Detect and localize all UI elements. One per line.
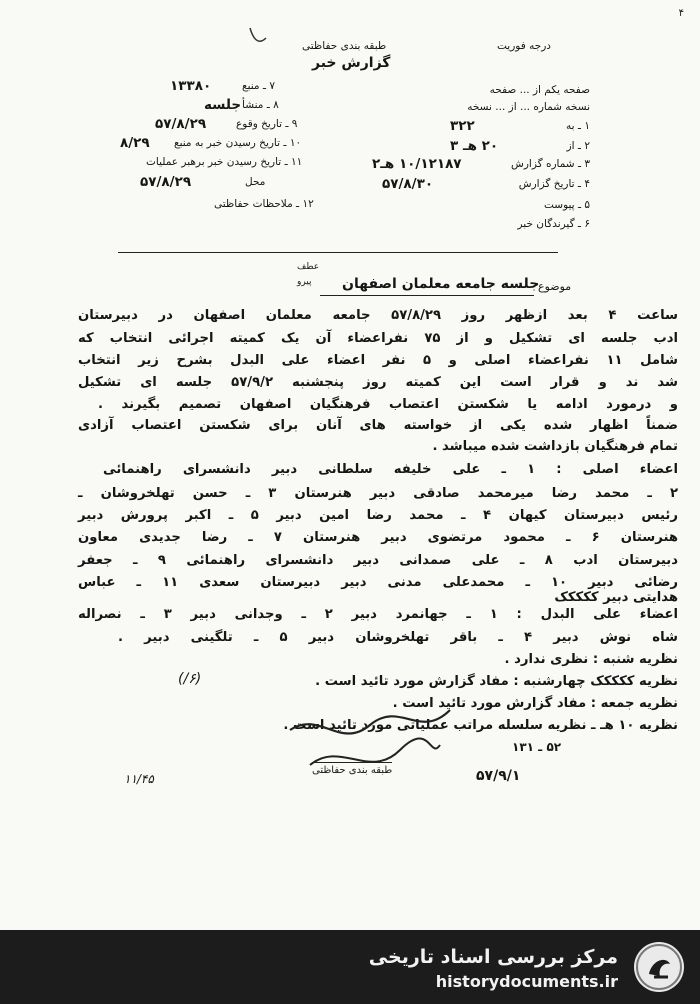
field-source-received-value: ۸/۲۹ <box>120 135 150 151</box>
stamp-date: ۵۷/۹/۱ <box>476 768 521 784</box>
stamp-classification: طبقه بندی حفاظتی <box>312 762 392 776</box>
subject-label: موضوع <box>538 280 572 293</box>
field-origin-label: ۸ ـ منشأ <box>242 99 279 111</box>
field-ops-received-label: ۱۱ ـ تاریخ رسیدن خبر برهبر عملیات <box>146 156 303 168</box>
body-line: نظریه جمعه : مفاد گزارش مورد تائید است . <box>392 696 678 711</box>
body-line: اعضاء اصلی : ۱ ـ علی خلیفه سلطانی دبیر دانشسرای راهنمائی <box>103 462 678 477</box>
followup-label: پیرو <box>297 277 312 287</box>
body-line: شد ند و قرار است این کمیته روز پنجشنبه ۵۷/۹/۲ جلسه ای تشکیل <box>78 375 678 390</box>
reference-label: عطف <box>297 262 320 272</box>
field-attachment-label: ۵ ـ پیوست <box>543 199 590 211</box>
footer-title: مرکز بررسی اسناد تاریخی <box>368 946 618 968</box>
stamp-reference: ۵۲ ـ ۱۳۱ <box>512 740 562 754</box>
field-page-of-label: صفحه یکم از ... صفحه <box>489 84 590 96</box>
handwritten-note: (۶/) <box>178 671 202 687</box>
subject-underline <box>320 295 534 296</box>
field-place-value: ۵۷/۸/۲۹ <box>140 174 192 190</box>
body-line: ضمناً اظهار شده یکی از خواسته های آنان برای شکستن اعتصاب آزادی <box>78 418 678 433</box>
body-line: نظریه شنبه : نظری ندارد . <box>504 652 678 667</box>
margin-note: ۱۱/۴۵ <box>124 772 154 786</box>
document-title: گزارش خبر <box>312 55 391 71</box>
field-report-date-value: ۵۷/۸/۳۰ <box>382 176 434 192</box>
field-copy-number-label: نسخه شماره ... از ... نسخه <box>467 101 590 113</box>
field-occurrence-date-label: ۹ ـ تاریخ وقوع <box>236 118 298 130</box>
field-to-label: ۱ ـ به <box>566 120 590 132</box>
field-security-notes-label: ۱۲ ـ ملاحظات حفاظتی <box>214 198 314 210</box>
field-recipients-label: ۶ ـ گیرندگان خبر <box>517 218 590 230</box>
body-line: ۲ ـ محمد رضا میرمحمد صادقی دبیر هنرستان ۳ ـ حسن تهلخروشان ـ <box>78 486 678 501</box>
page-number: ۴ <box>678 8 684 19</box>
body-line: نظریه ۱۰ هـ ـ نظریه سلسله مراتب عملیاتی مورد تائید است . <box>283 718 678 733</box>
priority-label: درجه فوریت <box>497 40 551 52</box>
subject-value: جلسه جامعه معلمان اصفهان <box>342 276 540 292</box>
ink-mark <box>246 24 270 48</box>
body-line: ادب جلسه ای تشکیل و از ۷۵ نفراعضاء آن یک کمیته اجرائی انتخاب که <box>78 331 678 346</box>
field-report-date-label: ۴ ـ تاریخ گزارش <box>518 178 590 190</box>
field-from-label: ۲ ـ از <box>566 140 590 152</box>
body-line: رضائی دبیر ۱۰ ـ محمدعلی مدنی دبیر دبیرستان سعدی ۱۱ ـ عباس <box>78 575 678 590</box>
field-source-value: ۱۳۳۸۰ <box>170 78 212 94</box>
field-place-label: محل <box>245 176 266 188</box>
body-line: شاه نوش دبیر ۴ ـ باقر تهلخروشان دبیر ۵ ـ تلگینی دبیر . <box>118 630 678 645</box>
field-source-label: ۷ ـ منبع <box>242 80 275 92</box>
field-report-number-value: ۱۰/۱۲۱۸۷ هـ۲ <box>372 156 462 172</box>
field-origin-value: جلسه <box>204 97 242 113</box>
field-from-value: ۲۰ هـ ۳ <box>450 138 499 154</box>
body-line: دبیرستان ادب ۸ ـ علی صمدانی دبیر دانشسرای راهنمائی ۹ ـ جعفر <box>78 553 678 568</box>
field-occurrence-date-value: ۵۷/۸/۲۹ <box>155 116 207 132</box>
field-to-value: ۳۲۲ <box>450 118 475 134</box>
body-line: هنرستان ۶ ـ محمود مرتضوی دبیر هنرستان ۷ ـ رضا جدیدی معاون <box>78 530 678 545</box>
body-line: ساعت ۴ بعد ازظهر روز ۵۷/۸/۲۹ جامعه معلمان اصفهان در دبیرستان <box>78 308 679 323</box>
field-report-number-label: ۳ ـ شماره گزارش <box>511 158 590 170</box>
body-line: نظریه ککککک چهارشنبه : مفاد گزارش مورد تائید است . <box>315 674 678 689</box>
body-line: رئیس دبیرستان کیهان ۴ ـ محمد رضا امین دبیر ۵ ـ اکبر پرورش دبیر <box>78 508 678 523</box>
body-line: اعضاء علی البدل : ۱ ـ جهانمرد دبیر ۲ ـ وجدانی دبیر ۳ ـ نصراله <box>78 607 679 622</box>
body-line: هدایتی دبیر ککککک <box>554 590 678 605</box>
classification-label: طبقه بندی حفاظتی <box>302 40 387 52</box>
archive-logo-icon <box>634 942 684 992</box>
body-line: شامل ۱۱ نفراعضاء اصلی و ۵ نفر اعضاء علی البدل بشرح زیر انتخاب <box>78 353 679 368</box>
header-divider <box>118 252 558 253</box>
footer-url[interactable]: historydocuments.ir <box>435 972 618 991</box>
body-line: تمام فرهنگیان بازداشت شده میباشد . <box>432 439 678 454</box>
body-line: و درمورد ادامه یا شکستن اعتصاب فرهنگیان اصفهان تصمیم بگیرند . <box>98 397 678 412</box>
field-source-received-label: ۱۰ ـ تاریخ رسیدن خبر به منبع <box>174 137 302 149</box>
